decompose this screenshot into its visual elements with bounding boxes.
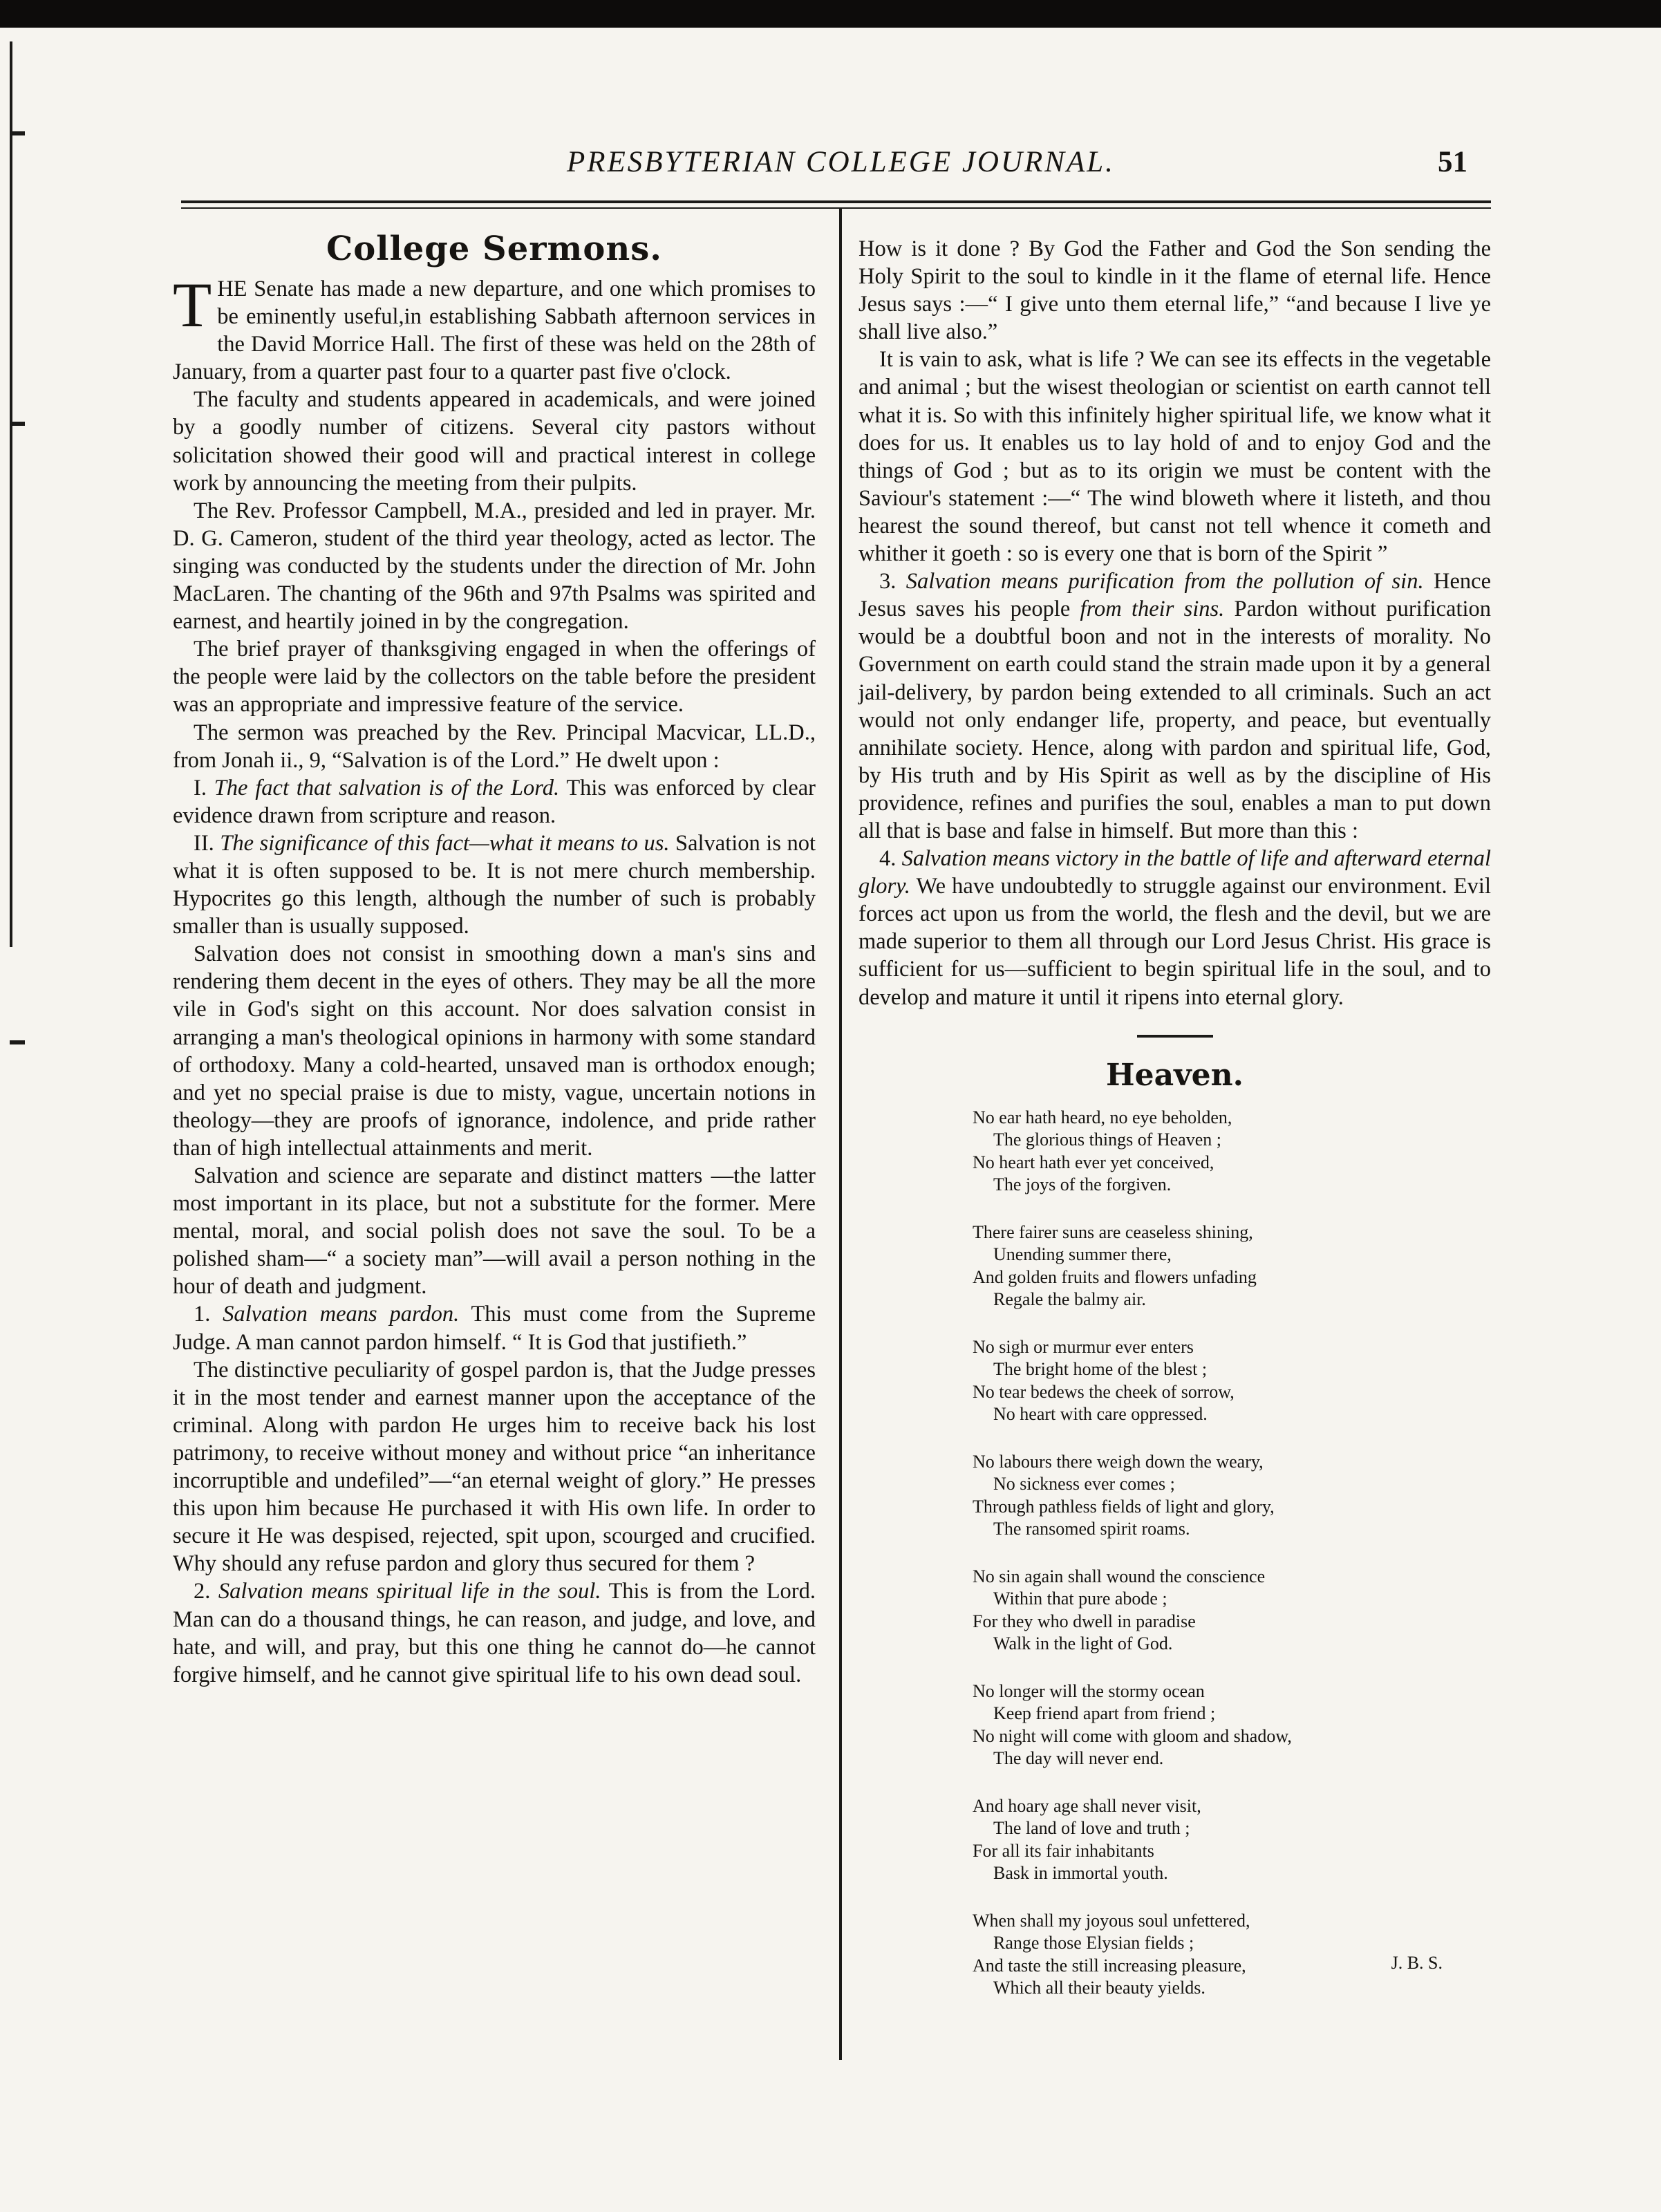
poem-line: No longer will the stormy ocean — [973, 1680, 1205, 1701]
paragraph: Salvation does not consist in smoothing down a man's sins and rendering them decent in the eyes of others. They may be all the more vile in God's sight on this account. Nor does salvation consist in arranging a man's theological opinions in harmony with some standard of orthodoxy. Many a cold-hearted, unsaved man is orthodox enough; and yet no special praise is due to misty, vague, uncertain notions in theology—they are proofs of ignorance, indolence, and pride rather than of high intellectual attainments and merit. — [173, 941, 816, 1161]
page-top-border — [0, 0, 1661, 28]
header-rule-thin — [181, 207, 1491, 209]
poem-line: No tear bedews the cheek of sorrow, — [973, 1381, 1235, 1402]
journal-title: PRESBYTERIAN COLLEGE JOURNAL. — [567, 146, 1115, 178]
paragraph: THE Senate has made a new departure, and one which promises to be eminently useful,in establishing Sabbath afternoon services in the David Morrice Hall. The first of these was held on the 28th of January, from a quarter past four to a quarter past five o'clock. — [173, 270, 816, 385]
paragraph: The faculty and students appeared in academicals, and were joined by a goodly number of citizens. Several city pastors without solicitation showed their good will and practical interest in college work by announcing the meeting from their pulpits. — [173, 387, 816, 496]
poem-line: No heart hath ever yet conceived, — [973, 1152, 1214, 1172]
poem-line: Through pathless fields of light and glory, — [973, 1496, 1275, 1517]
paragraph: The Rev. Professor Campbell, M.A., presided and led in prayer. Mr. D. G. Cameron, student of the third year theology, acted as lector. The singing was conducted by the students under the direction of Mr. John MacLaren. The chanting of the 96th and 97th Psalms was spirited and earnest, and heartily joined in by the congregation. — [173, 498, 816, 635]
paragraph: The sermon was preached by the Rev. Principal Macvicar, LL.D., from Jonah ii., 9, “Salvation is of the Lord.” He dwelt upon : — [173, 720, 816, 773]
poem-line: Which all their beauty yields. — [993, 1978, 1205, 1998]
poem-line: Keep friend apart from friend ; — [993, 1703, 1216, 1724]
poem-line: There fairer suns are ceaseless shining, — [973, 1221, 1253, 1242]
poem-line: And hoary age shall never visit, — [973, 1795, 1201, 1816]
poem-line: When shall my joyous soul unfettered, — [973, 1910, 1250, 1931]
poem-signature: J. B. S. — [1391, 1953, 1443, 1974]
heading-italic: The fact that salvation is of the Lord. — [214, 775, 560, 800]
paragraph: 2. Salvation means spiritual life in the soul. This is from the Lord. Man can do a thousand things, he can reason, and judge, and love, and hate, and will, and pray, but this one thing he cannot do—he cannot forgive himself, and he cannot give spiritual life to his own dead soul. — [173, 1579, 816, 1687]
binding-tick — [10, 1040, 25, 1044]
poem-line: For all its fair inhabitants — [973, 1840, 1154, 1861]
poem-title: Heaven. — [1106, 1057, 1244, 1093]
poem-line: And golden fruits and flowers unfading — [973, 1266, 1257, 1287]
poem-line: Unending summer there, — [993, 1244, 1172, 1265]
paragraph: 4. Salvation means victory in the battle of life and afterward eternal glory. We have undoubtedly to struggle against our environment. Evil forces act upon us from the world, the flesh and the devil, but we are made superior to them all through our Lord Jesus Christ. His grace is sufficient for us—sufficient to begin spiritual life in the soul, and to develop and mature it until it ripens into eternal glory. — [858, 846, 1492, 1010]
poem-stanza — [973, 1795, 1456, 1885]
poem-line: No ear hath heard, no eye beholden, — [973, 1107, 1232, 1127]
heading-italic: Salvation means victory in the battle of life and afterward eternal glory. — [858, 846, 1492, 899]
poem-line: The ransomed spirit roams. — [993, 1519, 1190, 1539]
heading-italic: Salvation means purification from the pollution of sin. — [905, 569, 1424, 594]
poem-line: No sigh or murmur ever enters — [973, 1336, 1194, 1357]
column-divider — [839, 207, 842, 2060]
paragraph: The distinctive peculiarity of gospel pardon is, that the Judge presses it in the most tender and earnest manner upon the acceptance of the criminal. Along with pardon He urges him to receive back his lost patrimony, to receive without money and without price “an inheritance incorruptible and undefiled”—“an eternal weight of glory.” He presses this upon him because He purchased it with His own life. In order to secure it He was despised, rejected, spit upon, scourged and crucified. Why should any refuse pardon and glory thus secured for them ? — [173, 1357, 816, 1577]
poem-line: Walk in the light of God. — [993, 1633, 1173, 1654]
paragraph: I. The fact that salvation is of the Lord. This was enforced by clear evidence drawn from scripture and reason. — [173, 775, 816, 828]
left-column — [173, 228, 816, 1689]
paragraph: It is vain to ask, what is life ? We can see its effects in the vegetable and animal ; but the wisest theologian or scientist on earth cannot tell what it is. So with this infinitely higher spiritual life, we know what it does for us. It enables us to lay hold of and to enjoy God and the things of God ; but as to its origin we must be content with the Saviour's statement :—“ The wind bloweth where it listeth, and thou hearest the sound thereof, but canst not tell whence it cometh and whither it goeth : so is every one that is born of the Spirit ” — [858, 347, 1491, 567]
poem-stanza — [973, 1566, 1456, 1656]
poem-line: Bask in immortal youth. — [993, 1863, 1168, 1884]
poem-line: The glorious things of Heaven ; — [993, 1130, 1221, 1150]
poem-line: The bright home of the blest ; — [993, 1359, 1208, 1380]
poem-stanza — [973, 1451, 1456, 1541]
poem-stanza — [973, 1910, 1456, 2000]
paragraph: Salvation and science are separate and distinct matters —the latter most important in its place, but not a substitute for the former. Mere mental, moral, and social polish does not save the soul. To be a polished sham—“ a society man”—will avail a person nothing in the hour of death and judgment. — [173, 1163, 816, 1300]
heading-italic: Salvation means pardon. — [223, 1302, 460, 1327]
paragraph: 1. Salvation means pardon. This must come from the Supreme Judge. A man cannot pardon himself. “ It is God that justifieth.” — [173, 1302, 816, 1355]
poem-line: And taste the still increasing pleasure, — [973, 1955, 1246, 1976]
binding-tick — [10, 422, 25, 426]
drop-cap: T — [173, 270, 212, 340]
poem-line: No sin again shall wound the conscience — [973, 1566, 1266, 1586]
paragraph: How is it done ? By God the Father and God the Son sending the Holy Spirit to the soul to kindle in it the flame of eternal life. Hence Jesus says :—“ I give unto them eternal life,” “and because I live ye shall live also.” — [858, 236, 1491, 345]
right-column — [858, 235, 1491, 2025]
poem-stanza — [973, 1221, 1456, 1311]
poem-line: No heart with care oppressed. — [993, 1404, 1208, 1425]
poem-line: No labours there weigh down the weary, — [973, 1451, 1264, 1472]
binding-edge-mark — [10, 41, 12, 947]
heading-italic: The significance of this fact—what it means to us. — [220, 830, 670, 856]
poem — [973, 1107, 1456, 2000]
poem-line: No night will come with gloom and shadow, — [973, 1725, 1292, 1746]
section-separator — [1137, 1035, 1213, 1038]
header-rule — [181, 200, 1491, 203]
poem-line: For they who dwell in paradise — [973, 1611, 1196, 1631]
poem-stanza — [973, 1680, 1456, 1770]
poem-line: Within that pure abode ; — [993, 1588, 1167, 1609]
poem-line: The joys of the forgiven. — [993, 1174, 1172, 1195]
poem-line: Regale the balmy air. — [993, 1289, 1146, 1310]
poem-stanza — [973, 1107, 1456, 1197]
section-title: College Sermons. — [326, 229, 662, 268]
poem-line: The land of love and truth ; — [993, 1818, 1190, 1839]
poem-stanza — [973, 1336, 1456, 1426]
poem-line: The day will never end. — [993, 1748, 1164, 1769]
paragraph: II. The significance of this fact—what it means to us. Salvation is not what it is often supposed to be. It is not mere church membership. Hypocrites go this length, although the number of such is probably smaller than is usually supposed. — [173, 830, 816, 939]
poem-line: No sickness ever comes ; — [993, 1474, 1175, 1494]
binding-tick — [10, 131, 25, 135]
heading-italic: Salvation means spiritual life in the soul. — [218, 1579, 601, 1604]
paragraph: The brief prayer of thanksgiving engaged in when the offerings of the people were laid by the collectors on the table before the president was an appropriate and impressive feature of the service. — [173, 637, 816, 718]
paragraph: 3. Salvation means purification from the pollution of sin. Hence Jesus saves his people from their sins. Pardon without purification would be a doubtful boon and not in the interests of morality. No Government on earth could stand the strain made upon it by a general jail-delivery, by pardon being extended to all criminals. Such an act would not only endanger life, property, and peace, but eventually annihilate society. Hence, along with pardon and spiritual life, God, by His truth and by His Spirit as well as by the discipline of His providence, refines and purifies the soul, enables a man to put down all that is base and false in himself. But more than this : — [858, 569, 1492, 843]
page-number: 51 — [1438, 146, 1467, 178]
poem-line: Range those Elysian fields ; — [993, 1933, 1194, 1953]
